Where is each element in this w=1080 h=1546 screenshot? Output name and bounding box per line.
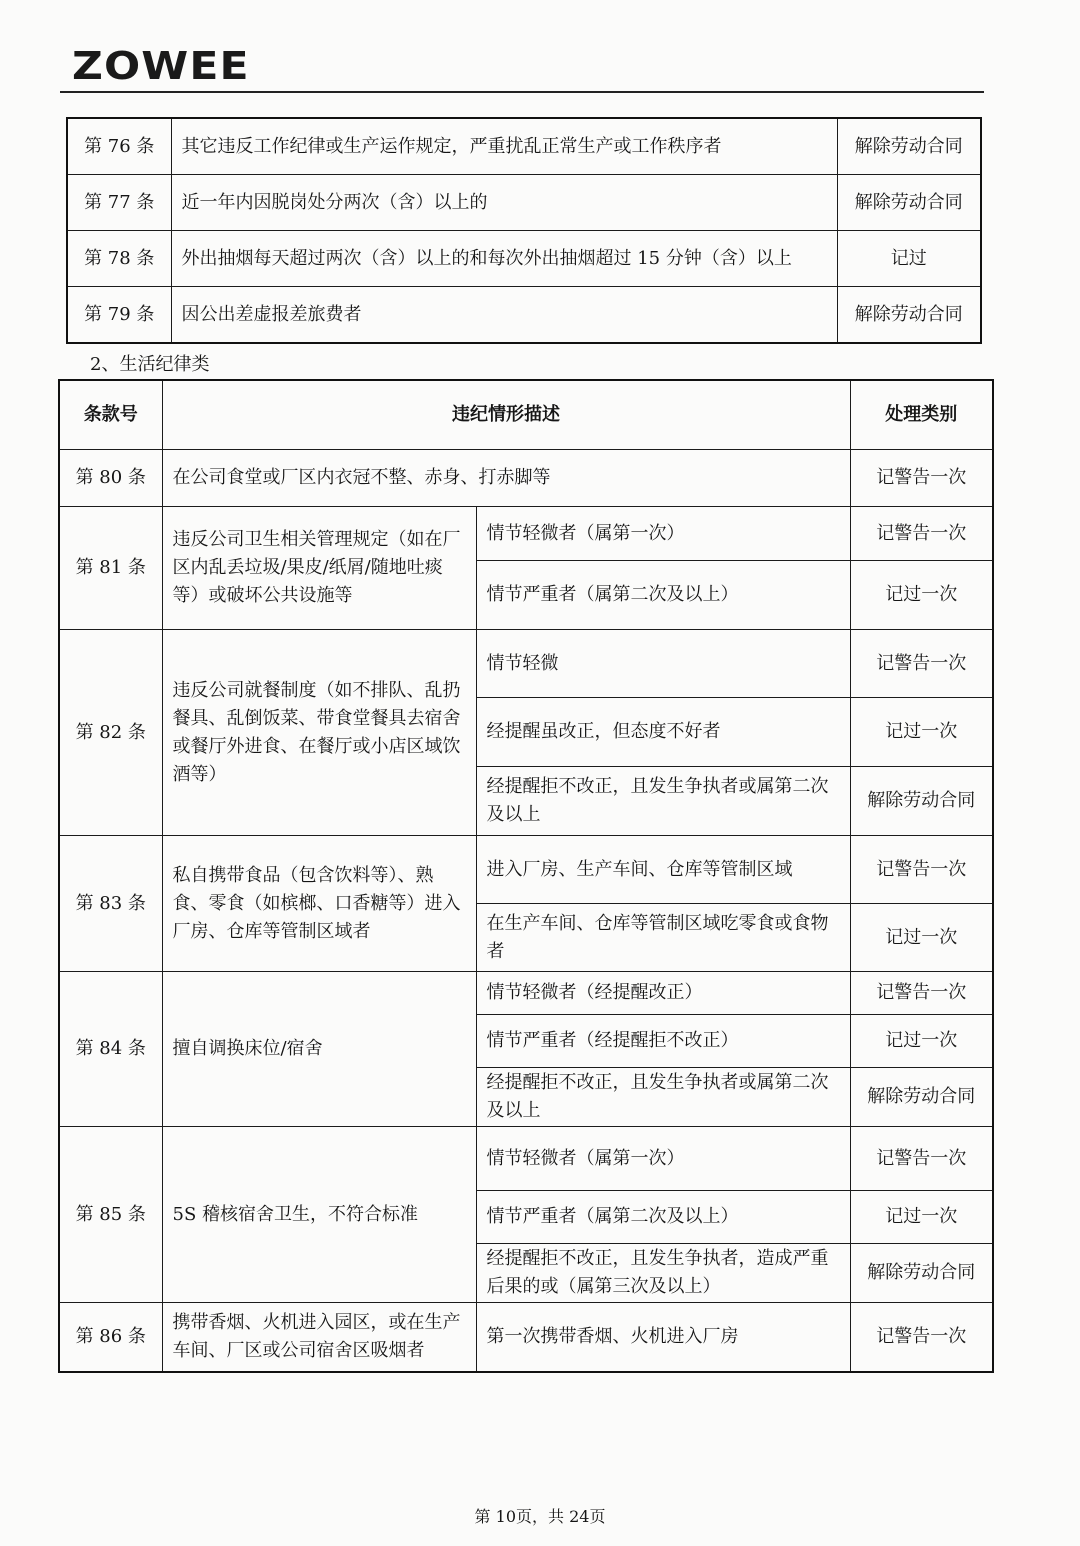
action-cell: 解除劳动合同: [850, 1244, 993, 1303]
clause-cell: 第 85 条: [59, 1127, 162, 1303]
condition-cell: 情节轻微者（属第一次）: [476, 1127, 850, 1191]
desc-cell: 违反公司就餐制度（如不排队、乱扔餐具、乱倒饭菜、带食堂餐具去宿舍或餐厅外进食、在餐厅或小店区域饮酒等）: [162, 630, 476, 836]
action-cell: 解除劳动合同: [837, 287, 981, 344]
condition-cell: 情节轻微者（经提醒改正）: [476, 972, 850, 1015]
action-cell: 解除劳动合同: [837, 175, 981, 231]
desc-cell: 擅自调换床位/宿舍: [162, 972, 476, 1127]
action-cell: 解除劳动合同: [837, 118, 981, 175]
table-row: [59, 1127, 993, 1191]
action-cell: 记过一次: [850, 1015, 993, 1068]
clause-cell: 第 76 条: [67, 118, 171, 175]
table-row: [59, 836, 993, 904]
condition-cell: 经提醒虽改正，但态度不好者: [476, 698, 850, 767]
page-number: 第 10页，共 24页: [474, 1507, 606, 1526]
desc-cell: 在公司食堂或厂区内衣冠不整、赤身、打赤脚等: [162, 450, 850, 507]
table-row: [67, 118, 981, 175]
condition-cell: 经提醒拒不改正，且发生争执者或属第二次及以上: [476, 1068, 850, 1127]
action-cell: 记警告一次: [850, 1127, 993, 1191]
desc-cell: 私自携带食品（包含饮料等）、熟食、零食（如槟榔、口香糖等）进入厂房、仓库等管制区域者: [162, 836, 476, 972]
condition-cell: 在生产车间、仓库等管制区域吃零食或食物者: [476, 904, 850, 972]
table-row: [59, 630, 993, 698]
section-title: 2、生活纪律类: [90, 354, 210, 375]
action-cell: 记过一次: [850, 698, 993, 767]
table-row: [59, 972, 993, 1015]
clause-cell: 第 77 条: [67, 175, 171, 231]
desc-cell: 外出抽烟每天超过两次（含）以上的和每次外出抽烟超过 15 分钟（含）以上: [171, 231, 837, 287]
action-cell: 记过一次: [850, 1191, 993, 1244]
clause-cell: 第 86 条: [59, 1303, 162, 1373]
condition-cell: 进入厂房、生产车间、仓库等管制区域: [476, 836, 850, 904]
action-cell: 记警告一次: [850, 450, 993, 507]
work-discipline-table: [66, 117, 982, 344]
company-logo: ZOWEE: [72, 44, 250, 88]
header-action: 处理类别: [850, 380, 993, 450]
condition-cell: 经提醒拒不改正，且发生争执者，造成严重后果的或（属第三次及以上）: [476, 1244, 850, 1303]
condition-cell: 经提醒拒不改正，且发生争执者或属第二次及以上: [476, 767, 850, 836]
action-cell: 记过: [837, 231, 981, 287]
clause-cell: 第 83 条: [59, 836, 162, 972]
desc-cell: 近一年内因脱岗处分两次（含）以上的: [171, 175, 837, 231]
action-cell: 记警告一次: [850, 1303, 993, 1373]
desc-cell: 其它违反工作纪律或生产运作规定，严重扰乱正常生产或工作秩序者: [171, 118, 837, 175]
clause-cell: 第 82 条: [59, 630, 162, 836]
desc-cell: 5S 稽核宿舍卫生，不符合标准: [162, 1127, 476, 1303]
action-cell: 解除劳动合同: [850, 767, 993, 836]
table-row: [59, 507, 993, 561]
condition-cell: 情节严重者（属第二次及以上）: [476, 561, 850, 630]
action-cell: 解除劳动合同: [850, 1068, 993, 1127]
action-cell: 记警告一次: [850, 630, 993, 698]
table-row: [67, 231, 981, 287]
desc-cell: 违反公司卫生相关管理规定（如在厂区内乱丢垃圾/果皮/纸屑/随地吐痰等）或破坏公共设施等: [162, 507, 476, 630]
condition-cell: 情节严重者（属第二次及以上）: [476, 1191, 850, 1244]
clause-cell: 第 84 条: [59, 972, 162, 1127]
life-discipline-table: [58, 379, 994, 1373]
action-cell: 记过一次: [850, 904, 993, 972]
action-cell: 记警告一次: [850, 507, 993, 561]
clause-cell: 第 78 条: [67, 231, 171, 287]
condition-cell: 第一次携带香烟、火机进入厂房: [476, 1303, 850, 1373]
condition-cell: 情节严重者（经提醒拒不改正）: [476, 1015, 850, 1068]
header-clause: 条款号: [59, 380, 162, 450]
desc-cell: 携带香烟、火机进入园区，或在生产车间、厂区或公司宿舍区吸烟者: [162, 1303, 476, 1373]
clause-cell: 第 80 条: [59, 450, 162, 507]
condition-cell: 情节轻微者（属第一次）: [476, 507, 850, 561]
table-row: [67, 287, 981, 344]
table-row: [59, 450, 993, 507]
condition-cell: 情节轻微: [476, 630, 850, 698]
table-row: [59, 1303, 993, 1373]
header-rule: [60, 91, 984, 93]
table-header-row: [59, 380, 993, 450]
table-row: [67, 175, 981, 231]
action-cell: 记警告一次: [850, 972, 993, 1015]
clause-cell: 第 81 条: [59, 507, 162, 630]
header-desc: 违纪情形描述: [162, 380, 850, 450]
desc-cell: 因公出差虚报差旅费者: [171, 287, 837, 344]
action-cell: 记警告一次: [850, 836, 993, 904]
clause-cell: 第 79 条: [67, 287, 171, 344]
action-cell: 记过一次: [850, 561, 993, 630]
